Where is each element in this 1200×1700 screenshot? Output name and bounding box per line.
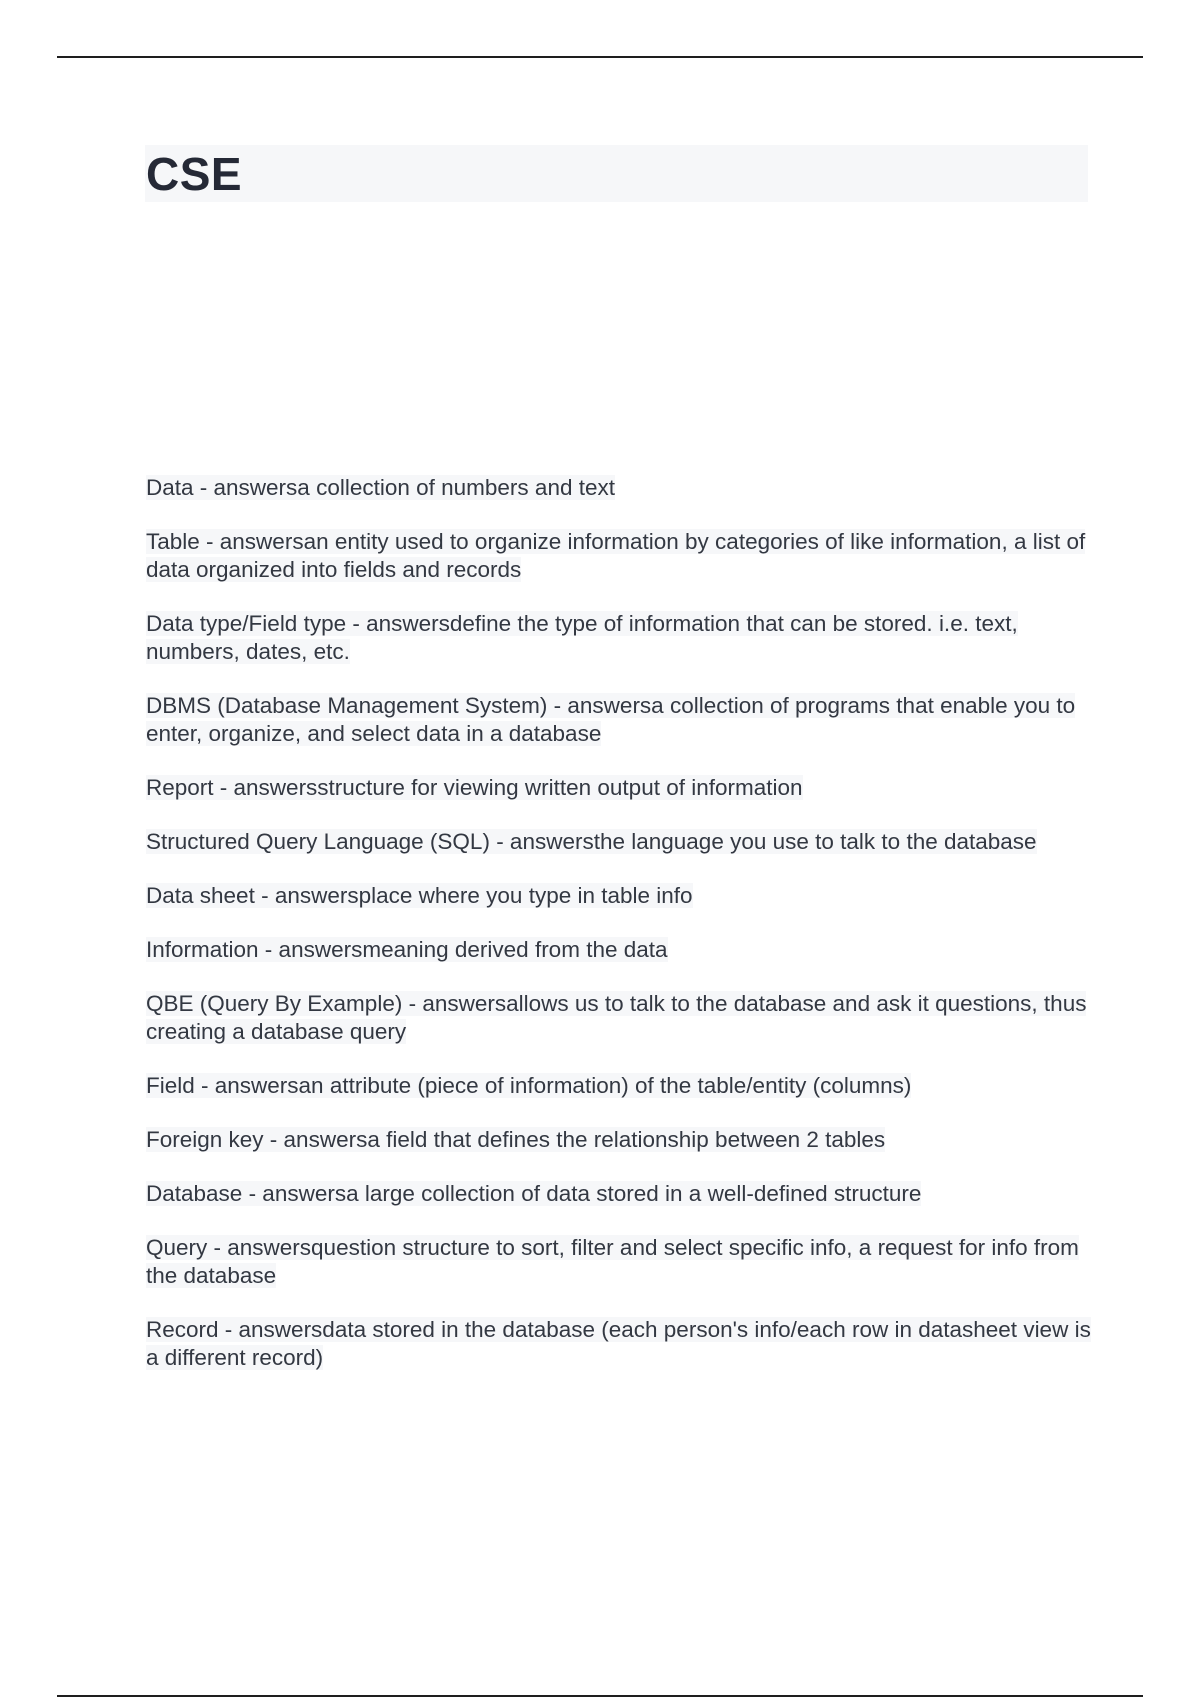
flashcard-entry: [146, 1126, 1092, 1154]
flashcard-entry: [146, 1316, 1092, 1372]
title-band: [145, 145, 1088, 202]
entry-text: Data type/Field type - answersdefine the type of information that can be stored. i.e. text, numbers, dates, etc.: [146, 611, 1018, 664]
entry-text: Structured Query Language (SQL) - answersthe language you use to talk to the database: [146, 829, 1037, 854]
entry-text: Database - answersa large collection of data stored in a well-defined structure: [146, 1181, 922, 1206]
flashcard-entry: [146, 692, 1092, 748]
top-rule: [57, 56, 1143, 58]
entry-text: DBMS (Database Management System) - answersa collection of programs that enable you to enter, organize, and select data in a database: [146, 693, 1076, 746]
entry-text: QBE (Query By Example) - answersallows us to talk to the database and ask it questions, thus creating a database query: [146, 991, 1087, 1044]
entry-text: Record - answersdata stored in the database (each person's info/each row in datasheet view is a different record): [146, 1317, 1091, 1370]
entry-text: Data sheet - answersplace where you type in table info: [146, 883, 693, 908]
page-title: CSE: [146, 148, 243, 200]
entry-text: Report - answersstructure for viewing written output of information: [146, 775, 803, 800]
flashcard-entry: [146, 828, 1092, 856]
entry-text: Information - answersmeaning derived from the data: [146, 937, 668, 962]
entry-text: Data - answersa collection of numbers and text: [146, 475, 615, 500]
flashcard-entry: [146, 528, 1092, 584]
flashcard-entry: [146, 610, 1092, 666]
entry-text: Table - answersan entity used to organize information by categories of like information, a list of data organized into fields and records: [146, 529, 1086, 582]
flashcard-entry: [146, 1072, 1092, 1100]
entry-text: Foreign key - answersa field that defines the relationship between 2 tables: [146, 1127, 886, 1152]
flashcard-list: [146, 474, 1092, 1398]
flashcard-entry: [146, 990, 1092, 1046]
flashcard-entry: [146, 474, 1092, 502]
flashcard-entry: [146, 1234, 1092, 1290]
flashcard-entry: [146, 936, 1092, 964]
flashcard-entry: [146, 882, 1092, 910]
entry-text: Field - answersan attribute (piece of information) of the table/entity (columns): [146, 1073, 912, 1098]
bottom-rule: [57, 1695, 1143, 1697]
flashcard-entry: [146, 774, 1092, 802]
entry-text: Query - answersquestion structure to sort, filter and select specific info, a request for info from the database: [146, 1235, 1079, 1288]
flashcard-entry: [146, 1180, 1092, 1208]
